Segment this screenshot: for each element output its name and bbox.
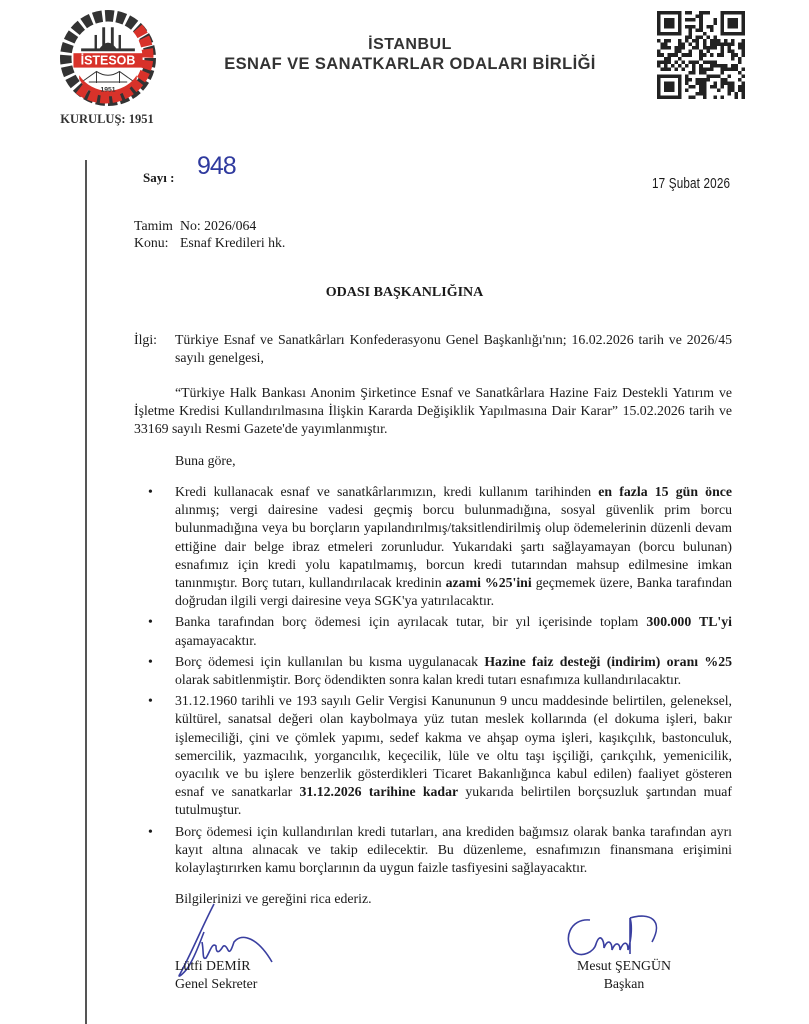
item-emphasis: Hazine faiz desteği (indirim) oranı %25 <box>484 653 732 669</box>
list-item <box>146 483 732 610</box>
item-text: Kredi kullanacak esnaf ve sanatkârlarımızın, kredi kullanım tarihinden <box>175 484 599 499</box>
item-emphasis: 300.000 TL'yi <box>646 614 732 630</box>
reference-block <box>134 217 285 251</box>
item-text: geçmemek üzere, Banka tarafından doğrudan ilgili vergi dairesine veya SGK'ya yatırılacaktır. <box>175 575 732 609</box>
logo-year: 1951 <box>100 86 116 94</box>
item-text: alınmış; vergi dairesine vadesi geçmiş borcu bulunmadığına, sosyal güvenlik prim borcu bulunmadığına veya bu borçların yapılandırılmış/taksitlendirilmiş olup ödemelerinin düzenli devam ettiğine dair belge ibraz etmeleri zorunludur. Yukarıdaki şartı sağlayamayan (borcu bulunan) esnafımız için kredi yolu kapatılmamış, borcun kredi tutarından mahsup edilmesine imkan tanınmıştır. Borç tutarı, kullandırılacak kredinin <box>175 502 732 591</box>
tamim-value: No: 2026/064 <box>180 218 257 233</box>
tamim-label: Tamim <box>134 218 173 233</box>
sayi-label: Sayı : <box>143 170 175 185</box>
organization-name <box>200 36 620 74</box>
ilgi-text: Türkiye Esnaf ve Sanatkârları Konfederasyonu Genel Başkanlığı'nın; 16.02.2026 tarih ve 2026/45 sayılı genelgesi, <box>175 332 732 366</box>
konu-label: Konu: <box>134 235 169 250</box>
ilgi-label: İlgi: <box>134 332 157 347</box>
signatory-right-title: Başkan <box>603 976 645 991</box>
karar-paragraph: “Türkiye Halk Bankası Anonim Şirketince Esnaf ve Sanatkârlara Hazine Faiz Destekli Yatırım ve İşletme Kredisi Kullandırılmasına İlişkin Kararda Değişiklik Yapılmasına Dair Karar” 15.02.2026 tarih ve 33169 sayılı Resmi Gazete'de yayımlanmıştır. <box>134 385 732 437</box>
logo-text: İSTESOB <box>80 53 136 68</box>
item-text: aşamayacaktır. <box>175 632 257 648</box>
org-full-name: ESNAF VE SANATKARLAR ODALARI BİRLİĞİ <box>224 55 596 73</box>
provisions-list <box>146 483 732 880</box>
signatory-left-name: Lütfi DEMİR <box>175 958 251 973</box>
qr-code-icon[interactable] <box>657 11 745 99</box>
bullet-icon: • <box>148 693 153 709</box>
signatory-left-title: Genel Sekreter <box>175 976 258 991</box>
bullet-icon: • <box>148 484 153 499</box>
bullet-icon: • <box>148 653 153 669</box>
founded-label: KURULUŞ: 1951 <box>60 112 154 126</box>
list-item <box>146 653 732 689</box>
signature-right-icon <box>560 910 670 962</box>
ilgi-block <box>134 331 732 367</box>
list-item <box>146 692 732 819</box>
sayi-number-handwritten: 948 <box>197 152 236 180</box>
item-text: olarak sabitlenmiştir. Borç ödendikten sonra kalan kredi tutarı esnafımıza kullandırılacaktır. <box>175 672 682 688</box>
item-text: Banka tarafından borç ödemesi için ayrılacak tutar, bir yıl içerisinde toplam <box>175 614 647 630</box>
org-city: İSTANBUL <box>368 36 452 53</box>
tamim-row <box>134 217 285 234</box>
konu-value: Esnaf Kredileri hk. <box>180 235 286 250</box>
item-emphasis: 31.12.2026 tarihine kadar <box>299 784 459 800</box>
signatory-right <box>569 957 679 993</box>
closing-line: Bilgilerinizi ve gereğini rica ederiz. <box>175 891 372 906</box>
list-item <box>146 613 732 649</box>
signatory-left <box>175 957 257 993</box>
bullet-icon: • <box>148 823 153 839</box>
item-text: 31.12.1960 tarihli ve 193 sayılı Gelir Vergisi Kanununun 9 uncu maddesinde belirtilen, geleneksel, kültürel, sanatsal değeri olan kaybolmaya yüz tutan meslek kollarında (el dokuma işleri, bakır işlemeciliği, çini ve çömlek yapımı, sedef kakma ve ahşap oyma işleri, kaşıkçılık, bastonculuk, semercilik, yazmacılık, yorgancılık, keçecilik, lüle ve oltu taşı işçiliği, çarıkçılık, yemenicilik, oyacılık ve bu işlere benzerlik gösterdikleri Ticaret Bakanlığınca kabul edilen) faaliyet gösteren esnaf ve sanatkarlar <box>175 693 732 800</box>
istesob-logo <box>60 10 156 106</box>
item-text: Borç ödemesi için kullanılan bu kısma uygulanacak <box>175 653 485 669</box>
item-emphasis: azami %25'ini <box>445 575 532 591</box>
signatory-right-name: Mesut ŞENGÜN <box>577 958 671 973</box>
list-item <box>146 823 732 878</box>
item-emphasis: en fazla 15 gün önce <box>598 484 732 499</box>
item-text: yukarıda belirtilen borçsuzluk şartından muaf tutulmuştur. <box>175 784 733 818</box>
document-date: 17 Şubat 2026 <box>652 175 731 192</box>
item-text: Borç ödemesi için kullandırılan kredi tutarları, ana krediden bağımsız olarak banka tarafından ayrı kayıt altına alınacak ve takip edilecektir. Bu düzenleme, esnafımızın finansmana erişimini kolaylaştırırken kamu borçlarının da uygun faizle tasfiyesini sağlayacaktır. <box>175 823 732 876</box>
bullet-icon: • <box>148 614 153 630</box>
buna-gore: Buna göre, <box>175 453 236 468</box>
addressee-heading: ODASI BAŞKANLIĞINA <box>325 285 484 300</box>
konu-row <box>134 234 285 251</box>
